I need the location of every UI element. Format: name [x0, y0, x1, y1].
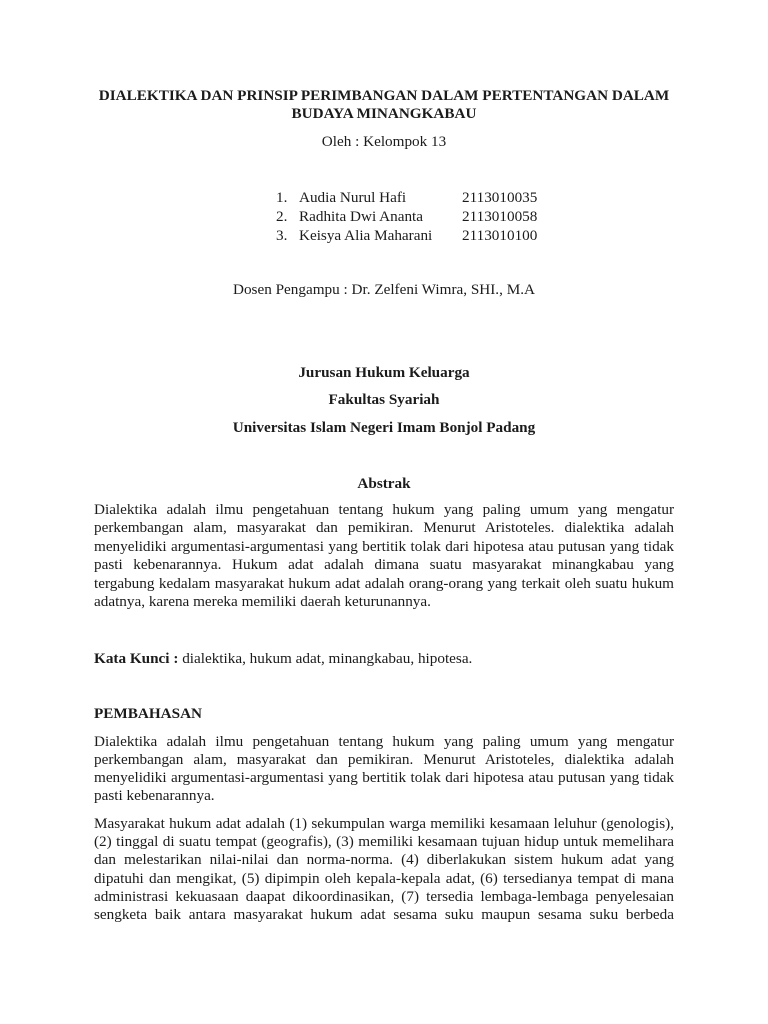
discussion-heading: PEMBAHASAN [94, 705, 203, 722]
paragraph-line: Dialektika adalah ilmu pengetahuan tentang hukum yang paling umum yang mengatur [94, 733, 674, 750]
member-number: 2. [276, 208, 288, 225]
department-name: Jurusan Hukum Keluarga [298, 364, 470, 381]
abstract-paragraph [94, 501, 674, 611]
document-title: DIALEKTIKA DAN PRINSIP PERIMBANGAN DALAM PERTENTANGAN DALAM BUDAYA MINANGKABAU [98, 87, 670, 123]
byline: Oleh : Kelompok 13 [321, 133, 447, 150]
member-student-id: 2113010058 [462, 208, 538, 225]
abstract-line: tergabung kedalam masyarakat hukum adat adalah orang-orang yang terkait oleh suatu hukum [94, 574, 674, 592]
paragraph-line: (2) tinggal di suatu tempat (geografis), (3) memiliki kesamaan tujuan hidup untuk memelihara [94, 833, 674, 851]
paragraph-line: dan melestarikan nilai-nilai dan norma-norma. (4) diberlakukan sistem hukum adat yang [94, 851, 674, 869]
member-student-id: 2113010035 [462, 189, 538, 206]
member-list [0, 188, 768, 245]
paragraph-line: administrasi kekuasaan daapat dikoordinasikan, (7) tersedia lembaga-lembaga penyelesaian [94, 887, 674, 905]
abstract-line: adatnya, karena mereka memiliki daerah keturunannya. [94, 593, 431, 611]
keywords-line [94, 650, 674, 668]
abstract-line: menyelidiki argumentasi-argumentasi yang bertitik tolak dari hipotesa atau putusan yang tidak [94, 537, 674, 555]
lecturer-line: Dosen Pengampu : Dr. Zelfeni Wimra, SHI., M.A [233, 281, 535, 298]
paragraph-line: sengketa baik antara masyarakat hukum adat sesama suku maupun sesama suku berbeda [94, 906, 674, 924]
member-number: 3. [276, 227, 288, 244]
paragraph-line: perkembangan alam, masyarakat dan pemikiran. Menurut Aristoteles, dialektika adalah [94, 751, 674, 768]
abstract-line: Dialektika adalah ilmu pengetahuan tentang hukum yang paling umum yang mengatur [94, 501, 674, 518]
member-row [0, 207, 768, 226]
abstract-line: perkembangan alam, masyarakat dan pemikiran. Menurut Aristoteles. dialektika adalah [94, 519, 674, 537]
keywords-text: dialektika, hukum adat, minangkabau, hipotesa. [182, 650, 473, 667]
university-name: Universitas Islam Negeri Imam Bonjol Padang [232, 419, 536, 436]
member-name: Audia Nurul Hafi [299, 189, 407, 206]
member-row [0, 188, 768, 207]
member-student-id: 2113010100 [462, 227, 538, 244]
member-name: Radhita Dwi Ananta [299, 208, 424, 225]
paragraph-line: menyelidiki argumentasi-argumentasi yang bertitik tolak dari hipotesa atau putusan yang tidak [94, 769, 674, 786]
discussion-paragraph [94, 815, 674, 924]
member-name: Keisya Alia Maharani [299, 227, 433, 244]
discussion-paragraph [94, 733, 674, 805]
paragraph-line: pasti kebenarannya. [94, 787, 215, 804]
faculty-name: Fakultas Syariah [328, 391, 440, 408]
abstract-heading: Abstrak [357, 475, 411, 492]
paragraph-line: Masyarakat hukum adat adalah (1) sekumpulan warga memiliki kesamaan leluhur (genologis), [94, 815, 674, 832]
abstract-line: pasti kebenarannya. Hukum adat adalah dimana suatu masyarakat minangkabau yang [94, 556, 674, 574]
paragraph-line: dipatuhi dan mengikat, (5) dipimpin oleh kepala-kepala adat, (6) tersedianya tempat di mana [94, 869, 674, 887]
member-row [0, 226, 768, 245]
member-number: 1. [276, 189, 288, 206]
keywords-label: Kata Kunci : [94, 650, 179, 667]
